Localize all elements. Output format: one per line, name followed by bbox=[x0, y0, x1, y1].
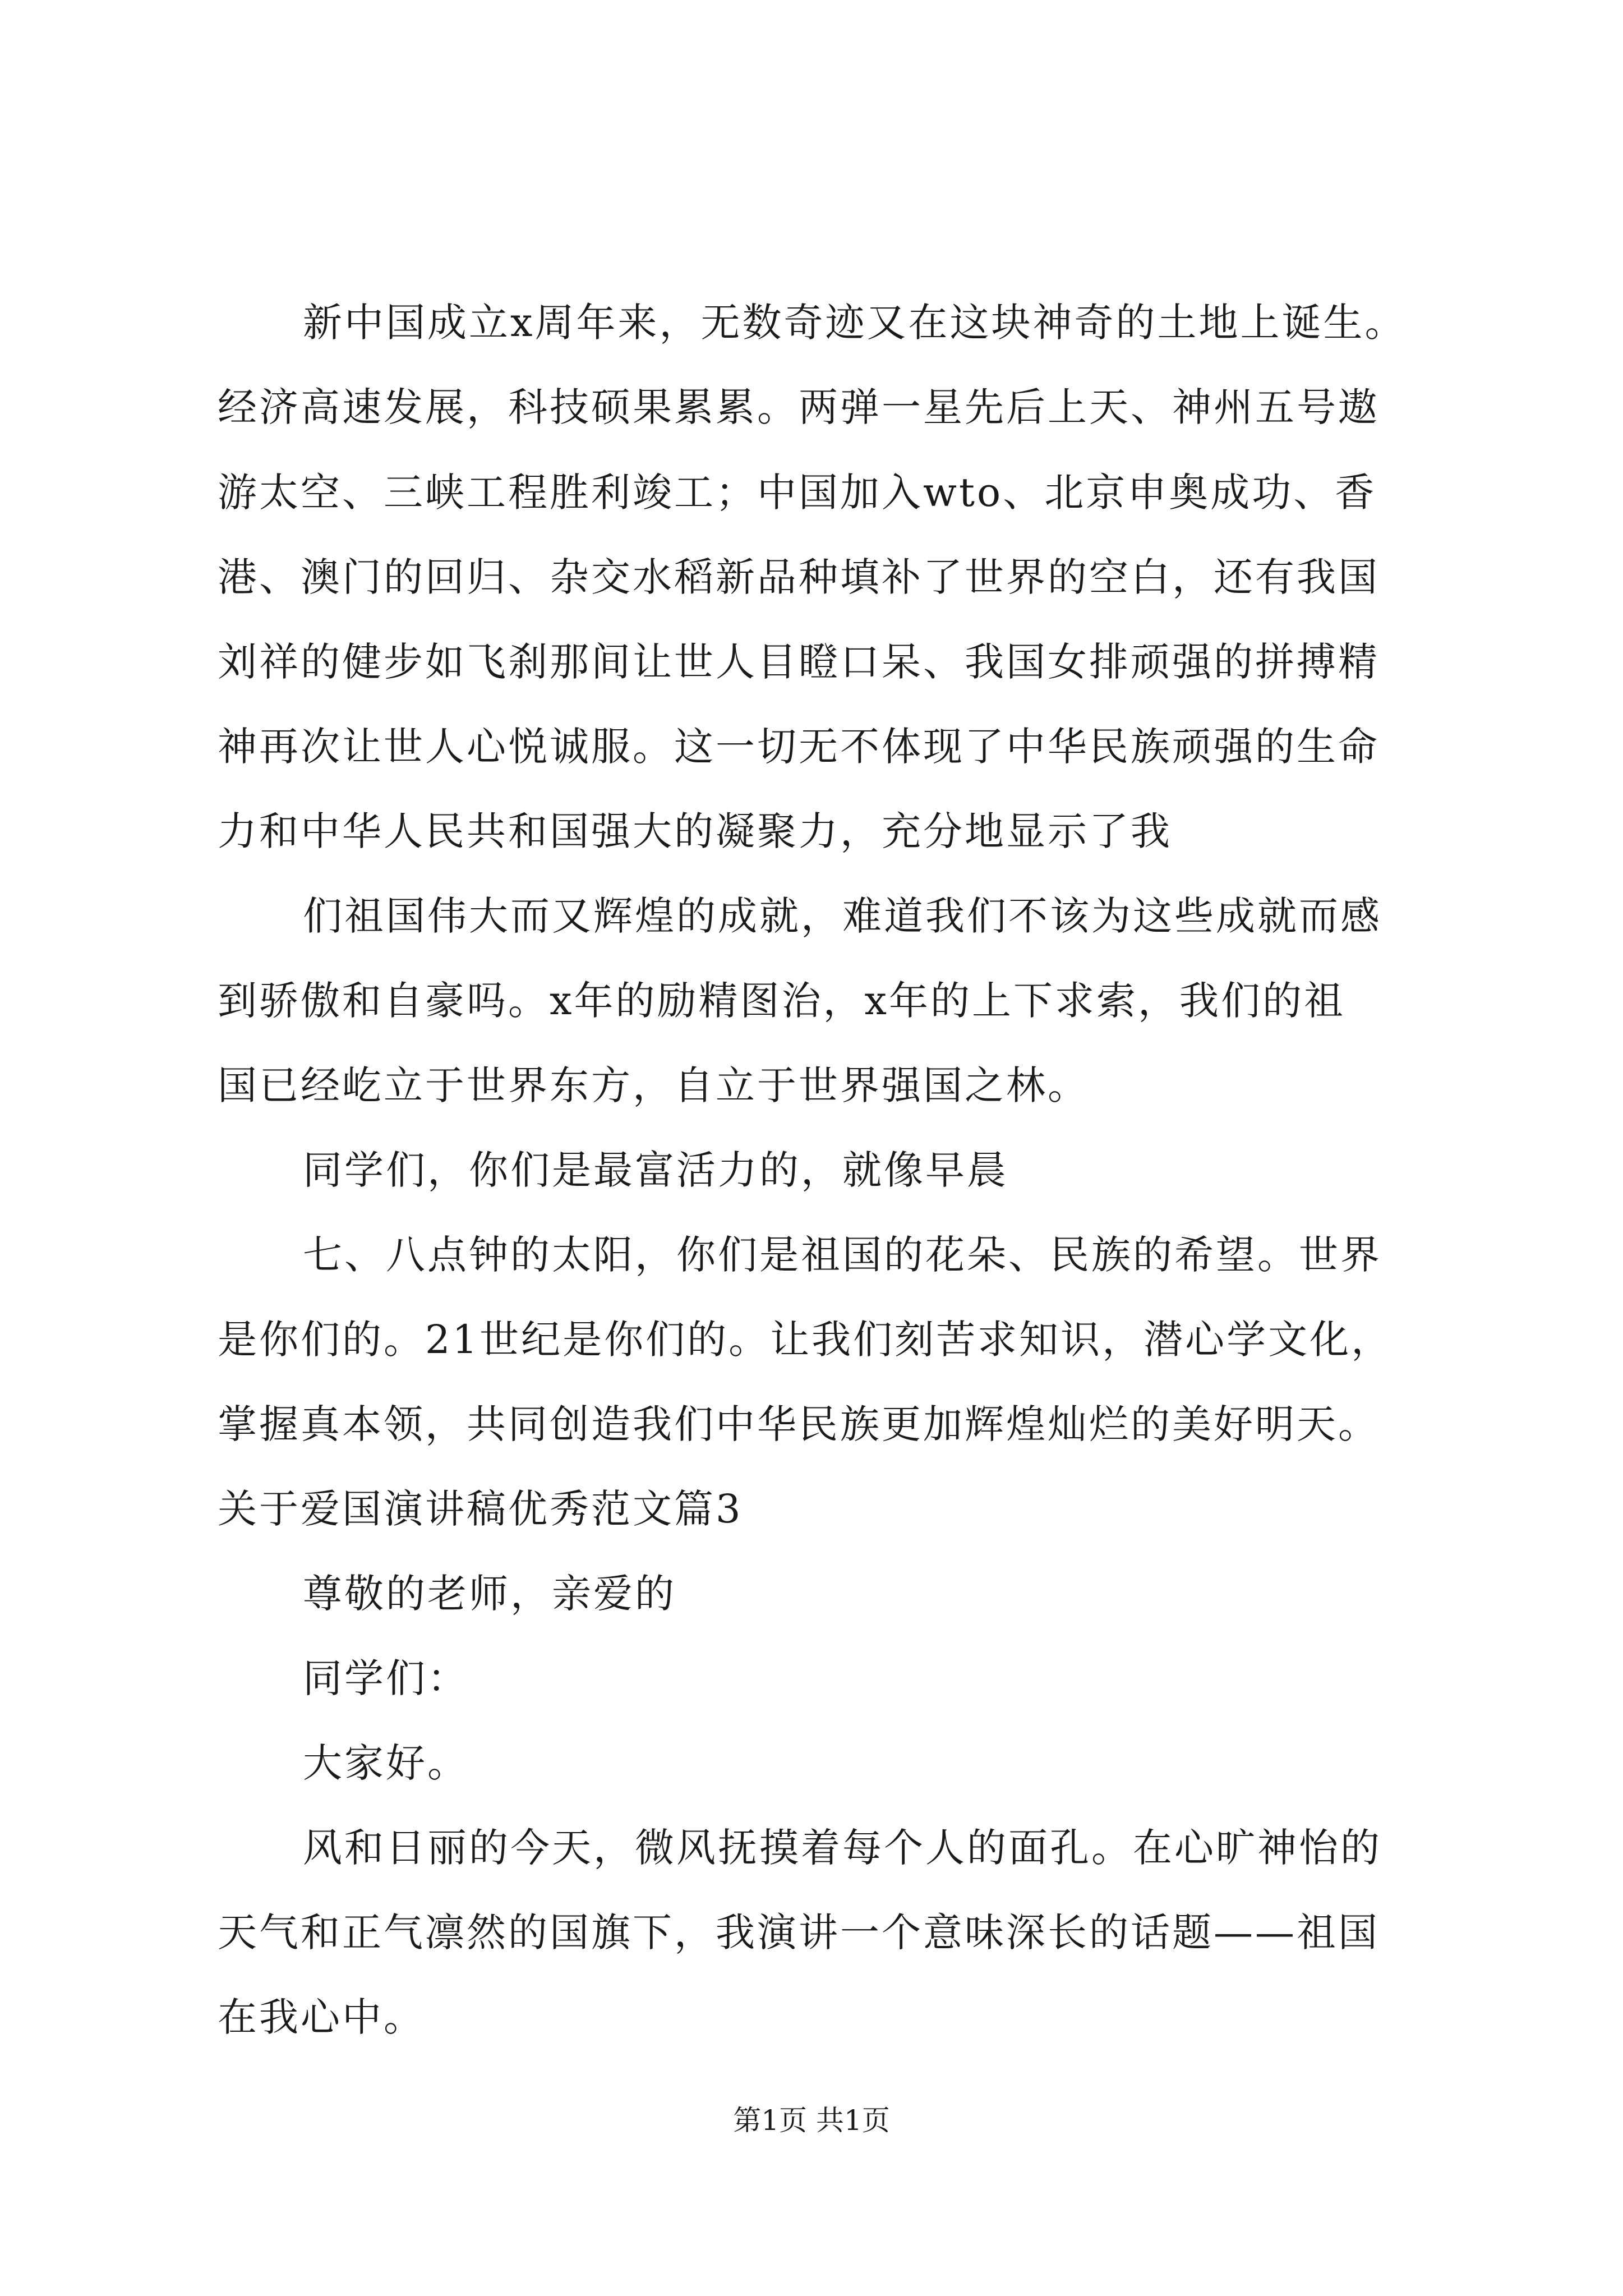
paragraph-line-13: 是你们的。21世纪是你们的。让我们刻苦求知识，潜心学文化， bbox=[218, 1317, 1393, 1363]
paragraph-line-21: 在我心中。 bbox=[218, 1994, 425, 2040]
page-footer: 第1页 共1页 bbox=[733, 2104, 890, 2137]
paragraph-line-20: 天气和正气凛然的国旗下，我演讲一个意味深长的话题——祖国 bbox=[218, 1910, 1380, 1955]
paragraph-line-16: 尊敬的老师，亲爱的 bbox=[303, 1571, 676, 1617]
paragraph-line-11: 同学们，你们是最富活力的，就像早晨 bbox=[303, 1147, 1008, 1193]
paragraph-line-5: 刘祥的健步如飞刹那间让世人目瞪口呆、我国女排顽强的拼搏精 bbox=[218, 639, 1380, 685]
paragraph-line-8: 们祖国伟大而又辉煌的成就，难道我们不该为这些成就而感 bbox=[303, 893, 1382, 939]
paragraph-line-19: 风和日丽的今天，微风抚摸着每个人的面孔。在心旷神怡的 bbox=[303, 1825, 1382, 1871]
paragraph-line-12: 七、八点钟的太阳，你们是祖国的花朵、民族的希望。世界 bbox=[303, 1232, 1382, 1278]
paragraph-line-4: 港、澳门的回归、杂交水稻新品种填补了世界的空白，还有我国 bbox=[218, 554, 1380, 600]
paragraph-line-7: 力和中华人民共和国强大的凝聚力，充分地显示了我 bbox=[218, 808, 1172, 854]
paragraph-line-14: 掌握真本领，共同创造我们中华民族更加辉煌灿烂的美好明天。 bbox=[218, 1401, 1380, 1447]
paragraph-line-1: 新中国成立x周年来，无数奇迹又在这块神奇的土地上诞生。 bbox=[303, 300, 1407, 346]
paragraph-line-2: 经济高速发展，科技硕果累累。两弹一星先后上天、神州五号遨 bbox=[218, 384, 1380, 430]
paragraph-line-10: 国已经屹立于世界东方，自立于世界强国之林。 bbox=[218, 1062, 1089, 1108]
paragraph-line-3: 游太空、三峡工程胜利竣工；中国加入wto、北京申奥成功、香 bbox=[218, 470, 1377, 516]
paragraph-line-17: 同学们： bbox=[303, 1655, 469, 1701]
paragraph-line-18: 大家好。 bbox=[303, 1740, 469, 1786]
paragraph-line-9: 到骄傲和自豪吗。x年的励精图治，x年的上下求索，我们的祖 bbox=[218, 978, 1345, 1024]
paragraph-line-6: 神再次让世人心悦诚服。这一切无不体现了中华民族顽强的生命 bbox=[218, 724, 1380, 770]
section-heading: 关于爱国演讲稿优秀范文篇3 bbox=[218, 1486, 743, 1532]
